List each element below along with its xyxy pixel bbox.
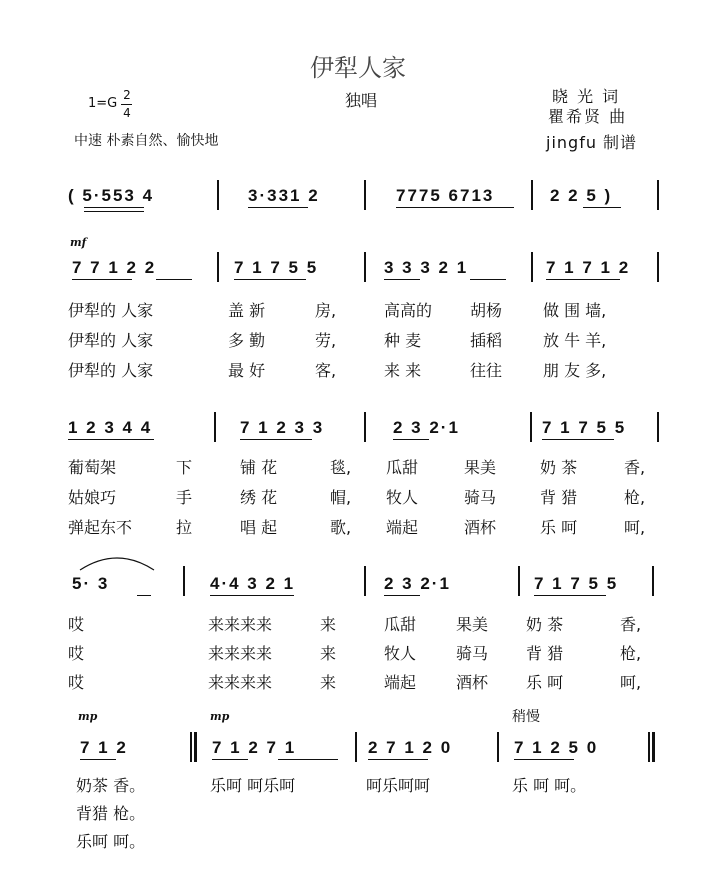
lyric-s4-v1-3: 来 xyxy=(320,615,337,634)
final-barline xyxy=(648,732,650,762)
lyric-s3-v1-4: 毯, xyxy=(330,458,352,477)
dynamic-mp: mp xyxy=(78,710,98,723)
lyric-s4-v2-7: 枪, xyxy=(620,644,642,663)
lyric-s5-v2-1: 背猎 枪。 xyxy=(76,804,146,823)
arranger-credit: jingfu 制谱 xyxy=(546,133,638,152)
barline xyxy=(657,252,659,282)
lyric-s3-v3-1: 弹起东不 xyxy=(68,518,133,537)
lyric-s4-v1-7: 香, xyxy=(620,615,642,634)
lyric-s3-v2-7: 背 猎 xyxy=(540,488,578,507)
s3-measure-2: 7 1 2 3 3 xyxy=(240,418,325,437)
lyric-s3-v3-3: 唱 起 xyxy=(240,518,278,537)
lyric-s5-v3-1: 乐呵 呵。 xyxy=(76,832,146,851)
s2-measure-1: 7 7 1 2 2 xyxy=(72,258,157,277)
lyric-s2-v2-6: 放 牛 羊, xyxy=(543,331,607,350)
lyric-s3-v3-2: 拉 xyxy=(176,518,193,537)
beam xyxy=(72,279,132,280)
lyric-s5-v1-3: 呵乐呵呵 xyxy=(366,776,431,795)
key-signature: 1=G xyxy=(88,96,118,111)
beam xyxy=(583,207,621,208)
barline xyxy=(497,732,499,762)
s2-measure-3: 3 3 3 2 1 xyxy=(384,258,469,277)
lyric-s2-v2-4: 种 麦 xyxy=(384,331,422,350)
time-sig-denominator: 4 xyxy=(123,106,131,120)
s1-measure-1: ( 5·553 4 xyxy=(68,186,155,205)
barline xyxy=(531,180,533,210)
s3-measure-4: 7 1 7 5 5 xyxy=(542,418,627,437)
beam xyxy=(210,595,294,596)
lyric-s2-v1-6: 做 围 墙, xyxy=(543,301,607,320)
beam xyxy=(514,759,574,760)
lyric-s4-v3-7: 呵, xyxy=(620,673,642,692)
lyric-s4-v3-6: 乐 呵 xyxy=(526,673,564,692)
lyric-s4-v3-4: 端起 xyxy=(384,673,417,692)
beam xyxy=(137,595,151,596)
lyric-s3-v1-8: 香, xyxy=(624,458,646,477)
beam xyxy=(546,279,620,280)
lyric-s4-v3-5: 酒杯 xyxy=(456,673,489,692)
lyric-s2-v1-2: 盖 新 xyxy=(228,301,266,320)
lyric-s2-v2-5: 插稻 xyxy=(470,331,503,350)
s2-measure-2: 7 1 7 5 5 xyxy=(234,258,319,277)
beam xyxy=(542,439,614,440)
lyric-s2-v2-3: 劳, xyxy=(315,331,337,350)
lyric-s4-v1-6: 奶 茶 xyxy=(526,615,564,634)
barline xyxy=(657,180,659,210)
lyric-s3-v1-2: 下 xyxy=(176,458,193,477)
lyric-s4-v1-4: 瓜甜 xyxy=(384,615,417,634)
barline xyxy=(364,412,366,442)
time-sig-line xyxy=(121,104,132,105)
lyric-s3-v2-1: 姑娘巧 xyxy=(68,488,117,507)
final-barline-thick xyxy=(652,732,655,762)
beam xyxy=(384,279,420,280)
repeat-barline-thick xyxy=(194,732,197,762)
lyric-s4-v1-1: 哎 xyxy=(68,615,85,634)
beam xyxy=(396,207,514,208)
tempo-slower: 稍慢 xyxy=(512,709,540,725)
lyric-s5-v1-2: 乐呵 呵乐呵 xyxy=(210,776,296,795)
beam xyxy=(534,595,606,596)
lyric-s4-v2-3: 来 xyxy=(320,644,337,663)
barline xyxy=(530,412,532,442)
s5-measure-3: 2 7 1 2 0 xyxy=(368,738,453,757)
beam xyxy=(84,211,144,212)
lyric-s3-v3-5: 端起 xyxy=(386,518,419,537)
barline xyxy=(183,566,185,596)
song-title: 伊犁人家 xyxy=(310,54,406,82)
tempo-marking: 中速 朴素自然、愉快地 xyxy=(74,133,219,149)
barline xyxy=(217,252,219,282)
lyric-s3-v2-5: 牧人 xyxy=(386,488,419,507)
barline xyxy=(214,412,216,442)
barline xyxy=(657,412,659,442)
lyric-s3-v1-3: 铺 花 xyxy=(240,458,278,477)
lyric-s2-v3-1: 伊犁的 人家 xyxy=(68,361,154,380)
lyric-s4-v2-5: 骑马 xyxy=(456,644,489,663)
lyric-s2-v1-3: 房, xyxy=(315,301,337,320)
lyric-s2-v1-1: 伊犁的 人家 xyxy=(68,301,154,320)
beam xyxy=(212,759,248,760)
s3-measure-1: 1 2 3 4 4 xyxy=(68,418,153,437)
barline xyxy=(364,180,366,210)
lyric-s2-v2-2: 多 勤 xyxy=(228,331,266,350)
repeat-barline xyxy=(190,732,192,762)
lyric-s3-v2-4: 帽, xyxy=(330,488,352,507)
lyric-s3-v2-8: 枪, xyxy=(624,488,646,507)
s4-measure-3: 2 3 2·1 xyxy=(384,574,451,593)
beam xyxy=(84,207,144,208)
beam xyxy=(393,439,429,440)
lyric-s3-v1-5: 瓜甜 xyxy=(386,458,419,477)
s2-measure-4: 7 1 7 1 2 xyxy=(546,258,631,277)
lyric-s4-v2-1: 哎 xyxy=(68,644,85,663)
lyricist-credit: 晓 光 词 xyxy=(552,87,621,106)
lyric-s3-v2-3: 绣 花 xyxy=(240,488,278,507)
s1-measure-2: 3·331 2 xyxy=(248,186,320,205)
beam xyxy=(248,207,308,208)
lyric-s2-v2-1: 伊犁的 人家 xyxy=(68,331,154,350)
barline xyxy=(355,732,357,762)
barline xyxy=(217,180,219,210)
beam xyxy=(368,759,428,760)
lyric-s3-v1-7: 奶 茶 xyxy=(540,458,578,477)
lyric-s3-v3-7: 乐 呵 xyxy=(540,518,578,537)
beam xyxy=(470,279,506,280)
barline xyxy=(364,566,366,596)
lyric-s4-v3-3: 来 xyxy=(320,673,337,692)
lyric-s3-v1-6: 果美 xyxy=(464,458,497,477)
lyric-s3-v2-6: 骑马 xyxy=(464,488,497,507)
time-sig-numerator: 2 xyxy=(123,88,131,102)
beam xyxy=(240,439,312,440)
lyric-s4-v3-2: 来来来来 xyxy=(208,673,273,692)
barline xyxy=(531,252,533,282)
lyric-s3-v3-4: 歌, xyxy=(330,518,352,537)
beam xyxy=(156,279,192,280)
barline xyxy=(518,566,520,596)
lyric-s2-v3-5: 往往 xyxy=(470,361,503,380)
lyric-s4-v2-6: 背 猎 xyxy=(526,644,564,663)
s1-measure-4: 2 2 5 ) xyxy=(550,186,613,205)
s4-measure-1: 5· 3 xyxy=(72,574,110,593)
lyric-s2-v3-2: 最 好 xyxy=(228,361,266,380)
beam xyxy=(68,439,154,440)
s5-measure-4: 7 1 2 5 0 xyxy=(514,738,599,757)
lyric-s4-v2-2: 来来来来 xyxy=(208,644,273,663)
lyric-s3-v3-8: 呵, xyxy=(624,518,646,537)
lyric-s3-v2-2: 手 xyxy=(176,488,193,507)
composer-credit: 瞿希贤 曲 xyxy=(548,107,628,126)
s3-measure-3: 2 3 2·1 xyxy=(393,418,460,437)
s4-measure-4: 7 1 7 5 5 xyxy=(534,574,619,593)
lyric-s3-v3-6: 酒杯 xyxy=(464,518,497,537)
lyric-s5-v1-1: 奶茶 香。 xyxy=(76,776,146,795)
barline xyxy=(364,252,366,282)
barline xyxy=(652,566,654,596)
s5-measure-2: 7 1 2 7 1 xyxy=(212,738,297,757)
lyric-s2-v3-3: 客, xyxy=(315,361,337,380)
beam xyxy=(384,595,420,596)
lyric-s3-v1-1: 葡萄架 xyxy=(68,458,117,477)
lyric-s2-v1-5: 胡杨 xyxy=(470,301,503,320)
dynamic-mp-2: mp xyxy=(210,710,230,723)
beam xyxy=(278,759,338,760)
beam xyxy=(234,279,306,280)
dynamic-mf: mf xyxy=(70,236,87,249)
s4-measure-2: 4·4 3 2 1 xyxy=(210,574,296,593)
lyric-s4-v1-2: 来来来来 xyxy=(208,615,273,634)
lyric-s5-v1-4: 乐 呵 呵。 xyxy=(512,776,587,795)
performance-type: 独唱 xyxy=(345,91,378,110)
s5-measure-1: 7 1 2 xyxy=(80,738,128,757)
lyric-s4-v3-1: 哎 xyxy=(68,673,85,692)
lyric-s2-v3-4: 来 来 xyxy=(384,361,422,380)
tie-arc xyxy=(78,552,156,572)
beam xyxy=(80,759,116,760)
lyric-s2-v3-6: 朋 友 多, xyxy=(543,361,607,380)
lyric-s4-v2-4: 牧人 xyxy=(384,644,417,663)
lyric-s4-v1-5: 果美 xyxy=(456,615,489,634)
lyric-s2-v1-4: 高高的 xyxy=(384,301,433,320)
s1-measure-3: 7775 6713 xyxy=(396,186,495,205)
